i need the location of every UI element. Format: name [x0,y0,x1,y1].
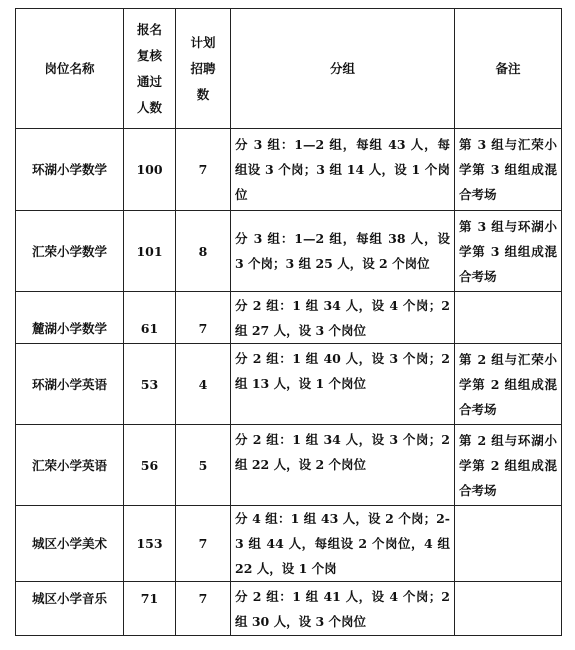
cell-post: 汇荣小学英语 [16,425,124,506]
cell-grouping: 分 3 组：1—2 组，每组 43 人，每组设 3 个岗；3 组 14 人，设 1 个岗位 [231,129,455,211]
table-row [16,506,562,582]
cell-grouping: 分 3 组：1—2 组，每组 38 人，设 3 个岗；3 组 25 人，设 2 个岗位 [231,211,455,292]
cell-plan: 7 [176,506,231,582]
cell-plan: 7 [176,582,231,636]
cell-passed: 153 [124,506,176,582]
cell-remark: 第 3 组与环湖小学第 3 组组成混合考场 [455,211,562,292]
recruitment-grouping-table [15,8,562,636]
header-remarks: 备注 [455,9,562,129]
header-plan-count-line: 数 [196,86,210,102]
table-row [16,292,562,344]
cell-remark: 第 2 组与汇荣小学第 2 组组成混合考场 [455,344,562,425]
cell-plan: 7 [176,129,231,211]
cell-passed: 71 [124,582,176,636]
cell-remark: 第 3 组与汇荣小学第 3 组组成混合考场 [455,129,562,211]
cell-post: 环湖小学数学 [16,129,124,211]
cell-post: 汇荣小学数学 [16,211,124,292]
cell-grouping: 分 2 组：1 组 40 人，设 3 个岗；2 组 13 人，设 1 个岗位 [231,344,455,425]
table-row [16,344,562,425]
header-post-name: 岗位名称 [16,9,124,129]
table-row [16,582,562,636]
cell-passed: 100 [124,129,176,211]
cell-post: 城区小学音乐 [16,582,124,636]
header-passed-count-line: 通过 [136,73,162,89]
cell-plan: 4 [176,344,231,425]
cell-grouping: 分 4 组：1 组 43 人，设 2 个岗；2-3 组 44 人，每组设 2 个岗位，4 组 22 人，设 1 个岗 [231,506,455,582]
cell-passed: 61 [124,292,176,344]
cell-post: 城区小学美术 [16,506,124,582]
header-passed-count-line: 报名 [136,21,162,37]
cell-plan: 7 [176,292,231,344]
cell-remark [455,506,562,582]
cell-remark [455,582,562,636]
table-row [16,211,562,292]
table-header-row [16,9,562,129]
cell-post: 环湖小学英语 [16,344,124,425]
cell-remark [455,292,562,344]
cell-passed: 53 [124,344,176,425]
table-row [16,129,562,211]
cell-passed: 56 [124,425,176,506]
header-passed-count-line: 复核 [136,47,162,63]
header-plan-count [176,9,231,129]
cell-passed: 101 [124,211,176,292]
header-grouping: 分组 [231,9,455,129]
cell-grouping: 分 2 组：1 组 34 人，设 3 个岗；2 组 22 人，设 2 个岗位 [231,425,455,506]
cell-plan: 8 [176,211,231,292]
cell-grouping: 分 2 组：1 组 41 人，设 4 个岗；2 组 30 人，设 3 个岗位 [231,582,455,636]
cell-post: 麓湖小学数学 [16,292,124,344]
header-plan-count-line: 计划 [190,34,216,50]
header-passed-count-line: 人数 [136,99,162,115]
header-passed-count [124,9,176,129]
cell-grouping: 分 2 组：1 组 34 人，设 4 个岗；2 组 27 人，设 3 个岗位 [231,292,455,344]
cell-plan: 5 [176,425,231,506]
table-row [16,425,562,506]
cell-remark: 第 2 组与环湖小学第 2 组组成混合考场 [455,425,562,506]
header-plan-count-line: 招聘 [190,60,216,76]
